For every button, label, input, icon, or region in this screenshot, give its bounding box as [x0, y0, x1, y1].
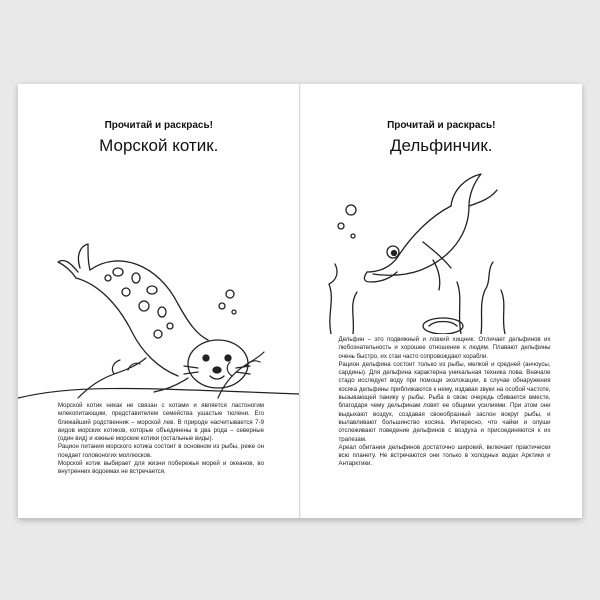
dolphin-paragraph: Рацион дельфина состоит только из рыбы, мелкой и средней (анчоусы, сардины). Для дельфина характерна уникальная техника лова. Вначале стадо исследует воду при помощи эхолокации, в случае обнаружения косяка дельфины приближаются к нему, издавая звуки на особой частоте, вызывающей панику у рыбы. Рыба в свою очередь сбивается вместе, благодаря чему дельфинам ловят ее общими усилиями. При этом они выдыхают воздух, создавая своеобразный заслон вокруг рыбы, и вылавливают большинство косяка. Интересно, что чайки и олуши отслеживают поведение дельфинов с воздуха и присоединяются к их трапезам.: [338, 360, 551, 443]
seaweed-illustration: [18, 344, 300, 400]
left-page-subtitle: Прочитай и раскрась!: [104, 120, 213, 131]
dolphin-description: [339, 336, 551, 469]
left-page-title: Морской котик.: [99, 136, 219, 155]
left-page: [18, 84, 301, 518]
right-page: [301, 84, 583, 518]
seal-paragraph: Морской котик выбирает для жизни побережья морей и океанов, во внутренних водоемах не встречается.: [58, 460, 264, 476]
seal-paragraph: Рацион питания морского котика состоит в основном из рыбы, реже он поедает головоногих моллюсков.: [58, 443, 264, 459]
right-page-title: Дельфинчик.: [389, 136, 493, 155]
right-page-subtitle: Прочитай и раскрась!: [387, 120, 496, 131]
coloring-book-spread: [18, 84, 582, 518]
dolphin-illustration: [301, 154, 583, 334]
seal-description: [58, 402, 264, 477]
seal-paragraph: Морской котик никак не связан с котами и является ластоногим млекопитающим, представителем семейства ушастые тюлени. Его ближайший родственник – морской лев. В природе насчитывается 7-9 видов морских котиков, которые объединены в два рода – северные (один вид) и южные морские котики (остальные виды).: [58, 402, 264, 443]
dolphin-paragraph: Дельфин – это подвижный и ловкий хищник. Отличает дельфинов их любознательность и хорошее отношение к людям. Плавают дельфины очень быстро, их стаи часто сопровождают корабли.: [338, 336, 551, 360]
dolphin-paragraph: Ареал обитания дельфинов достаточно широкий, включает практически всю планету. Не встречаются они только в холодных водах Арктики и Антарктики.: [338, 443, 551, 468]
